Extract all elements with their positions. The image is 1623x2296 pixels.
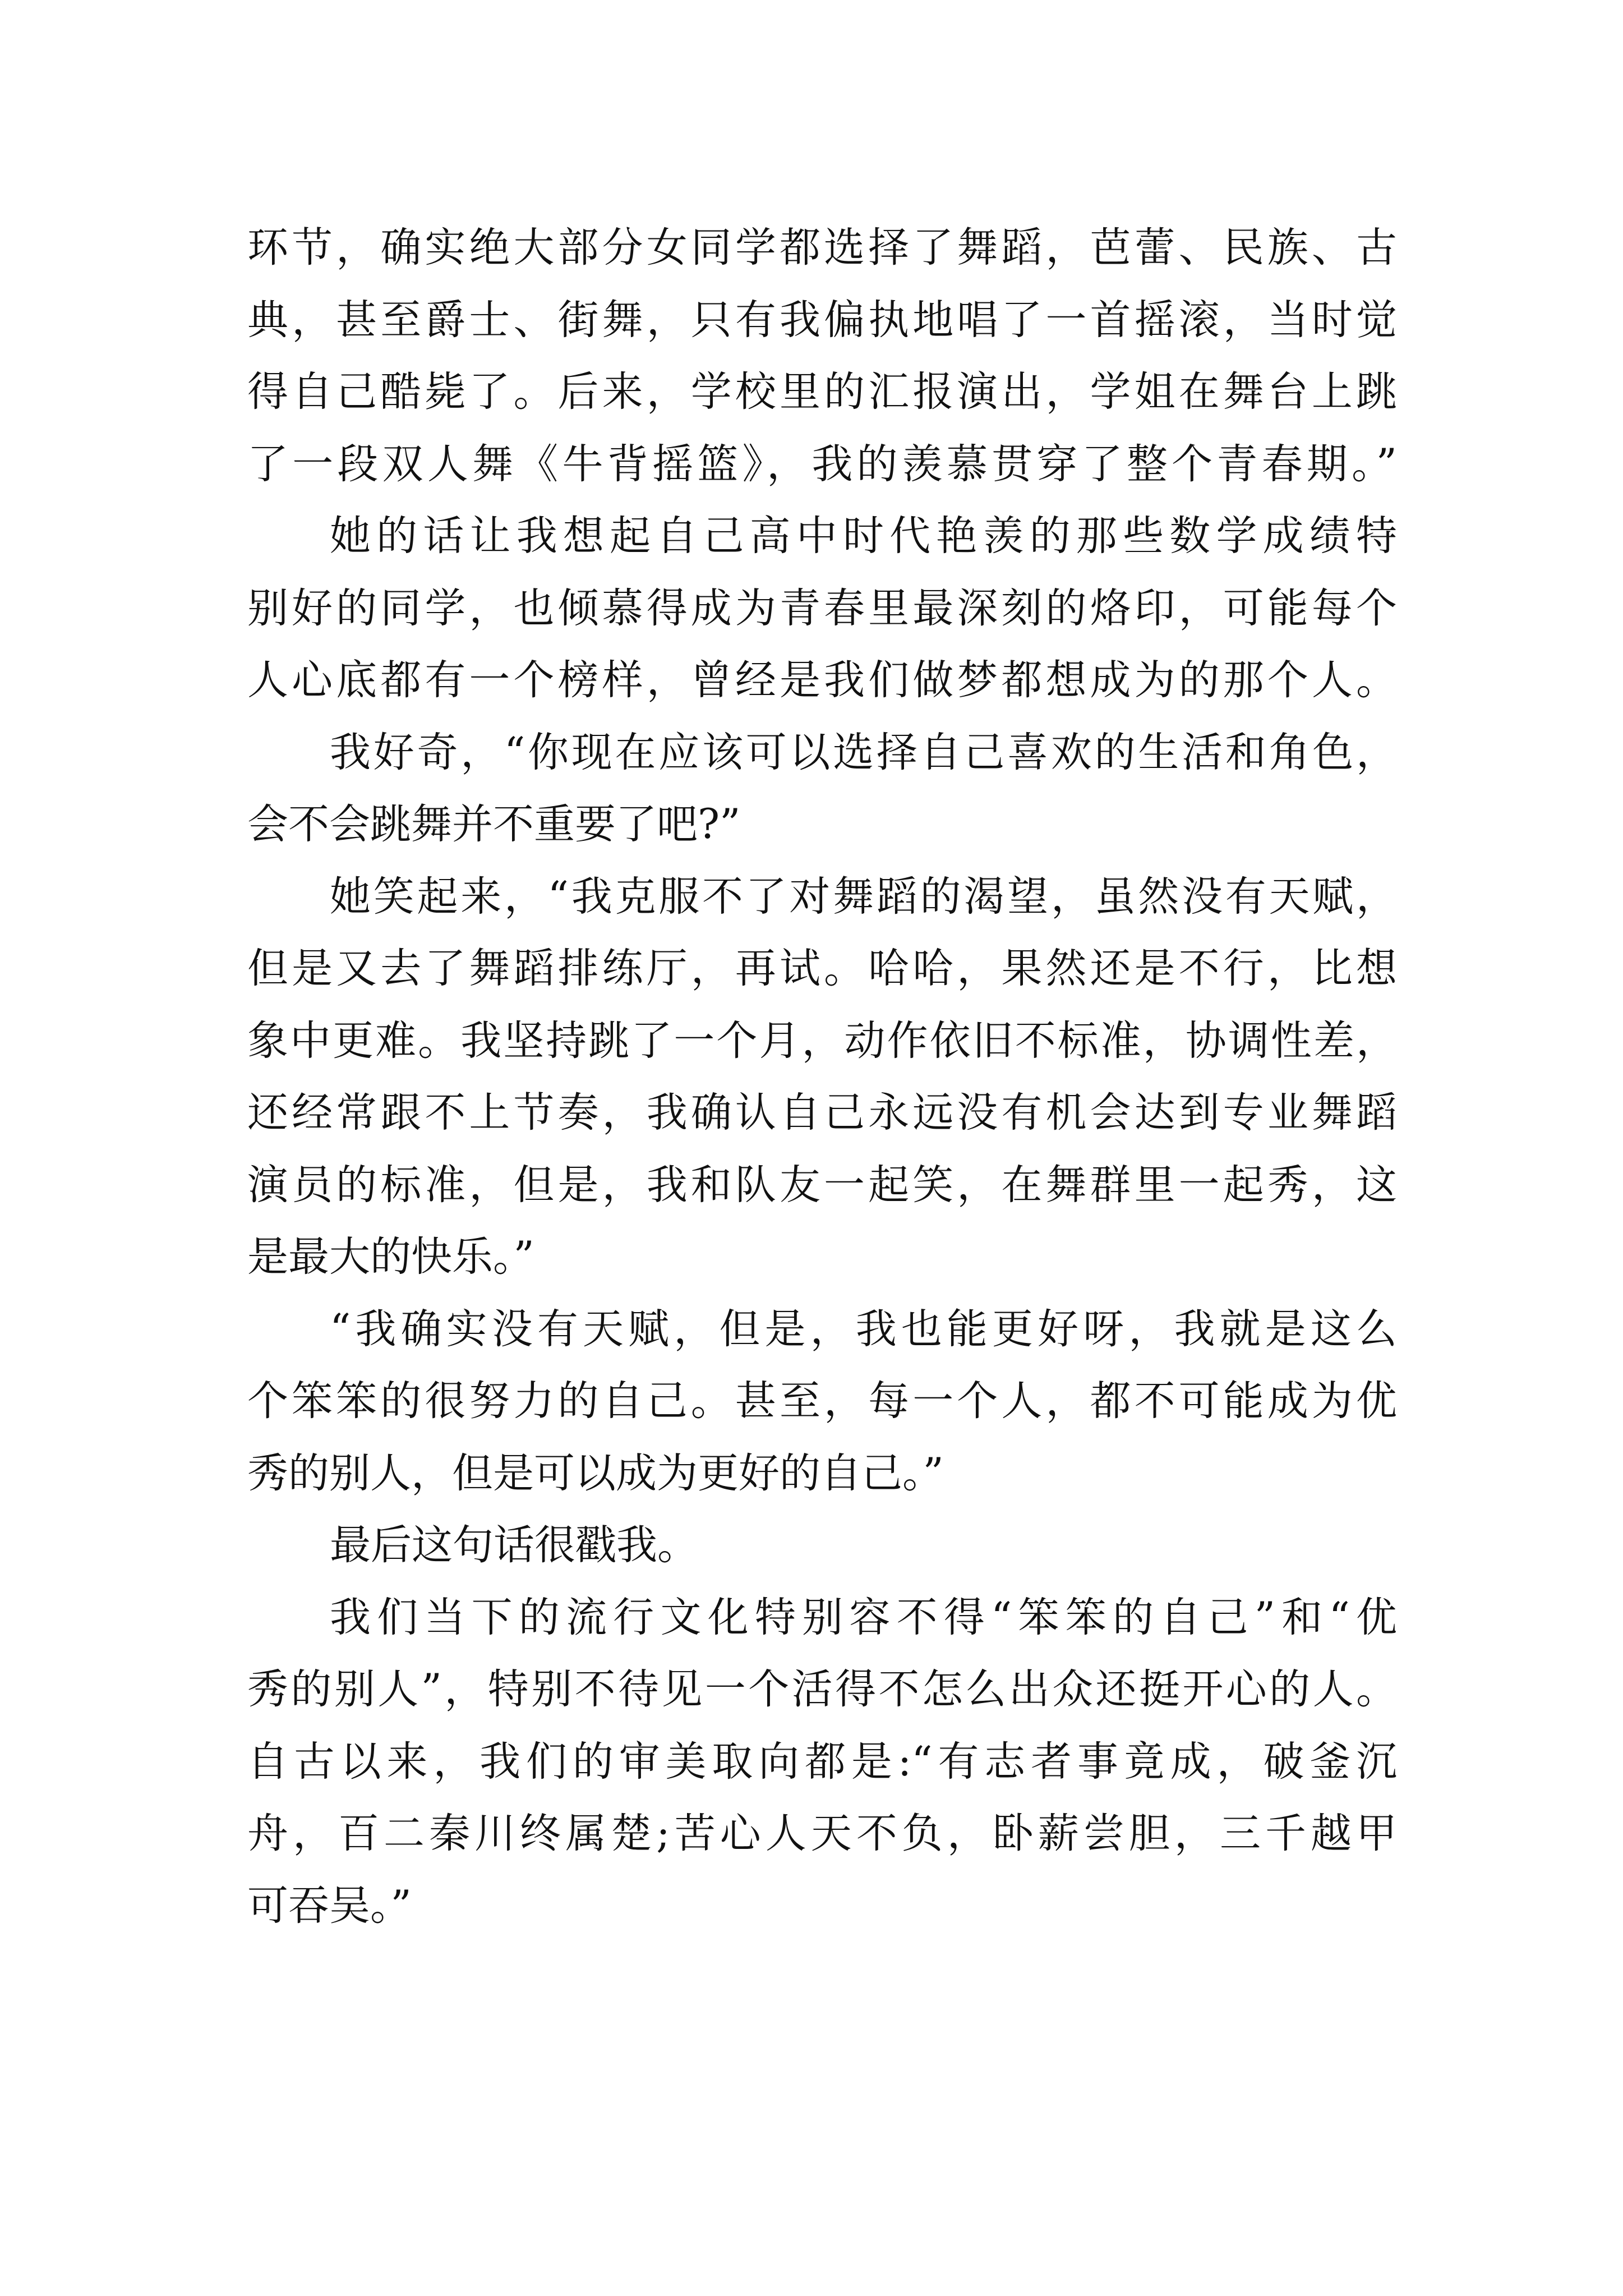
text-line: 别好的同学，也倾慕得成为青春里最深刻的烙印，可能每个	[247, 584, 1397, 632]
text-line: 秀的别人”，特别不待见一个活得不怎么出众还挺开心的人。	[247, 1665, 1397, 1713]
text-line: 她笑起来，“我克服不了对舞蹈的渴望，虽然没有天赋，	[330, 872, 1397, 921]
text-line: 最后这句话很戳我。	[330, 1521, 698, 1569]
text-line: 还经常跟不上节奏，我确认自己永远没有机会达到专业舞蹈	[247, 1089, 1397, 1137]
text-line: 自古以来，我们的审美取向都是:“有志者事竟成，破釜沉	[247, 1737, 1397, 1786]
text-line: 会不会跳舞并不重要了吧?”	[247, 800, 741, 848]
text-line: 演员的标准，但是，我和队友一起笑，在舞群里一起秀，这	[247, 1161, 1397, 1209]
text-line: 环节，确实绝大部分女同学都选择了舞蹈，芭蕾、民族、古	[247, 224, 1397, 272]
text-line: 了一段双人舞《牛背摇篮》，我的羡慕贯穿了整个青春期。”	[247, 440, 1397, 488]
text-line: 可吞吴。”	[247, 1881, 412, 1930]
text-line: 得自己酷毙了。后来，学校里的汇报演出，学姐在舞台上跳	[247, 368, 1397, 416]
text-line: 典，甚至爵士、街舞，只有我偏执地唱了一首摇滚，当时觉	[247, 296, 1397, 344]
text-line: 我好奇，“你现在应该可以选择自己喜欢的生活和角色，	[330, 728, 1397, 776]
text-line: 是最大的快乐。”	[247, 1233, 534, 1281]
text-line: 象中更难。我坚持跳了一个月，动作依旧不标准，协调性差，	[247, 1016, 1397, 1065]
text-line: 人心底都有一个榜样，曾经是我们做梦都想成为的那个人。	[247, 656, 1397, 704]
text-line: 舟，百二秦川终属楚;苦心人天不负，卧薪尝胆，三千越甲	[247, 1810, 1397, 1857]
text-line: 但是又去了舞蹈排练厅，再试。哈哈，果然还是不行，比想	[247, 945, 1397, 992]
text-line: 个笨笨的很努力的自己。甚至，每一个人，都不可能成为优	[247, 1377, 1397, 1425]
text-line: 秀的别人，但是可以成为更好的自己。”	[247, 1449, 944, 1497]
text-line: 我们当下的流行文化特别容不得“笨笨的自己”和“优	[330, 1593, 1397, 1641]
text-line: 她的话让我想起自己高中时代艳羡的那些数学成绩特	[330, 512, 1397, 560]
body-text	[247, 212, 1397, 1942]
text-line: “我确实没有天赋，但是，我也能更好呀，我就是这么	[330, 1305, 1397, 1353]
